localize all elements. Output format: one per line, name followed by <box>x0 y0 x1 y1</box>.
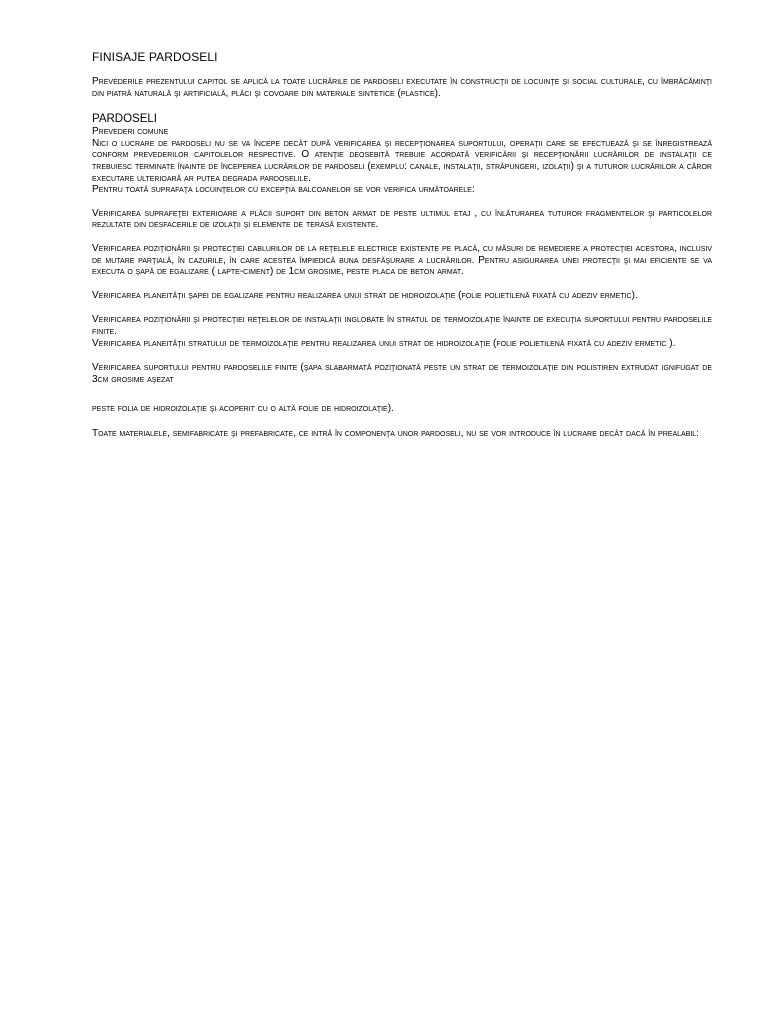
subheading: Prevederi comune <box>92 126 169 138</box>
document-page <box>92 50 712 439</box>
paragraph: Verificarea poziţionării şi protecţiei cablurilor de la reţelele electrice existente pe placă, cu măsuri de remediere a protecţiei acestora, inclusiv de mutare parţială, în cazurile, în care acestea împiedică buna desfăşurare a lucrărilor. Pentru asigurarea unei protecţii şi mai eficiente se va executa o şapă de egalizare ( lapte-ciment) de 1cm grosime, peste placa de beton armat. <box>92 242 712 278</box>
paragraph: Pentru toată suprafaţa locuinţelor cu excepţia balcoanelor se vor verifica următoarele: <box>92 184 475 196</box>
paragraph: peste folia de hidroizolaţie şi acoperit cu o altă folie de hidroizolaţie). <box>92 403 394 415</box>
paragraph: Toate materialele, semifabricate şi prefabricate, ce intră în componenţa unor pardoseli, nu se vor introduce în lucrare decât dacă în prealabil: <box>92 427 699 439</box>
intro-paragraph: Prevederile prezentului capitol se aplică la toate lucrările de pardoseli executate în construcţii de locuinţe şi social culturale, cu îmbrăcăminţi din piatră naturală şi artificială, plăci şi covoare din materiale sintetice (plastice). <box>92 76 712 99</box>
paragraph: Nici o lucrare de pardoseli nu se va începe decât după verificarea şi recepţionarea suportului, operaţii care se efectuează şi se înregistrează conform prevederilor capitolelor respective. O atenţie deosebită trebuie acordată verificării şi recepţionării lucrărilor de instalaţii ce trebuiesc terminate înainte de începerea lucrărilor de pardoseli (exemplu: canale, instalaţii, străpungeri, izolaţii) şi a tuturor lucrărilor a căror executare ulterioară ar putea degrada pardoselile. <box>92 137 712 184</box>
paragraph: Verificarea planeităţii şapei de egalizare pentru realizarea unui strat de hidroizolaţie (folie polietilenă fixată cu adeziv ermetic). <box>92 289 638 301</box>
paragraph: Verificarea suprafeţei exterioare a plăcii suport din beton armat de peste ultimul etaj , cu înlăturarea tuturor fragmentelor şi particolelor rezultate din desfacerile de izolaţii şi elemente de terasă existente. <box>92 207 712 231</box>
document-title: FINISAJE PARDOSELI <box>92 50 218 64</box>
paragraph: Verificarea suportului pentru pardoselile finite (şapa slabarmată poziţionată peste un strat de termoizolaţie din polistiren extrudat ignifugat de 3cm grosime aşezat <box>92 362 712 385</box>
section-heading: PARDOSELI <box>92 113 157 126</box>
paragraph: Verificarea poziţionării şi protecţiei reţelelor de instalaţii inglobate în stratul de termoizolaţie înainte de execuţia suportului pentru pardoselile finite. <box>92 314 712 337</box>
paragraph: Verificarea planeităţii stratului de termoizolaţie pentru realizarea unui strat de hidroizolaţie (folie polietilenă fixată cu adeziv ermetic ). <box>92 337 676 349</box>
